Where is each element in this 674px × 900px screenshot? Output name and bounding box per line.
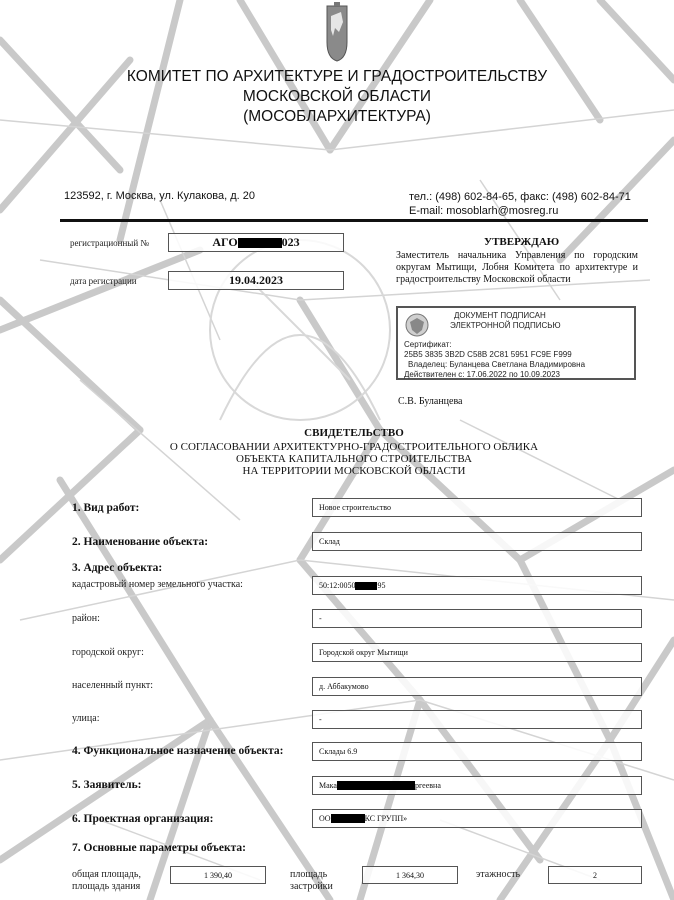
total-area-label-line-1: общая площадь,	[72, 869, 141, 880]
approval-position: Заместитель начальника Управления по городским округам Мытищи, Лобня Комитета по архитектуре и градостроительству Московской области	[396, 250, 638, 285]
params-label: 7. Основные параметры объекта:	[72, 842, 246, 854]
design-org-field	[312, 809, 642, 828]
registration-number-prefix: АГО	[212, 235, 238, 249]
certificate-subtitle-3: НА ТЕРРИТОРИИ МОСКОВСКОЙ ОБЛАСТИ	[242, 465, 466, 477]
built-area-field: 1 364,30	[362, 866, 458, 884]
certificate-subtitle-2: ОБЪЕКТА КАПИТАЛЬНОГО СТРОИТЕЛЬСТВА	[236, 453, 472, 465]
settlement-label: населенный пункт:	[72, 680, 154, 691]
redaction-bar	[331, 814, 365, 823]
district-label: район:	[72, 613, 100, 624]
esig-owner: Владелец: Буланцева Светлана Владимировна	[408, 360, 586, 369]
design-org-prefix: ОО	[319, 814, 331, 823]
redaction-bar	[355, 582, 377, 590]
applicant-field	[312, 776, 642, 795]
purpose-label: 4. Функциональное назначение объекта:	[72, 745, 284, 757]
work-type-label: 1. Вид работ:	[72, 502, 140, 514]
org-line-2: МОСКОВСКОЙ ОБЛАСТИ	[242, 88, 432, 105]
organization-phone: тел.: (498) 602-84-65, факс: (498) 602-84-71	[409, 191, 631, 203]
approval-title: УТВЕРЖДАЮ	[484, 236, 560, 248]
settlement-field: д. Аббакумово	[312, 677, 642, 696]
total-area-label	[72, 869, 141, 893]
redaction-bar	[238, 238, 282, 248]
total-area-label-line-2: площадь здания	[72, 881, 141, 892]
esig-cert-value: 25B5 3835 3B2D C58B 2C81 5951 FC9E F999	[404, 350, 572, 359]
organization-email: E-mail: mosoblarh@mosreg.ru	[409, 205, 559, 217]
org-line-1: КОМИТЕТ ПО АРХИТЕКТУРЕ И ГРАДОСТРОИТЕЛЬСТВУ	[126, 68, 548, 85]
registration-number-suffix: 023	[281, 235, 300, 249]
address-section-label: 3. Адрес объекта:	[72, 562, 163, 574]
esig-cert-label: Сертификат:	[404, 340, 452, 349]
work-type-field: Новое строительство	[312, 498, 642, 517]
purpose-field: Склады 6.9	[312, 742, 642, 761]
registration-number-label: регистрационный №	[70, 238, 150, 248]
organization-address: 123592, г. Москва, ул. Кулакова, д. 20	[64, 190, 256, 202]
applicant-prefix: Мака	[319, 781, 337, 790]
street-label: улица:	[72, 713, 100, 724]
certificate-subtitle-1: О СОГЛАСОВАНИИ АРХИТЕКТУРНО-ГРАДОСТРОИТЕЛЬНОГО ОБЛИКА	[169, 441, 539, 453]
signer-name: С.В. Буланцева	[398, 396, 463, 407]
design-org-suffix: КС ГРУПП»	[364, 814, 408, 823]
organization-title	[0, 67, 674, 127]
esig-line-1: ДОКУМЕНТ ПОДПИСАН	[454, 311, 546, 320]
object-name-label: 2. Наименование объекта:	[72, 536, 209, 548]
eagle-emblem-icon	[404, 312, 430, 338]
registration-number-field	[168, 233, 344, 252]
electronic-signature-stamp	[396, 306, 636, 380]
coat-of-arms-icon	[326, 2, 348, 62]
esig-validity: Действителен с: 17.06.2022 по 10.09.2023	[404, 370, 560, 379]
registration-date-label: дата регистрации	[70, 276, 137, 286]
organization-contacts	[409, 190, 631, 218]
city-district-field: Городской округ Мытищи	[312, 643, 642, 662]
registration-date-field: 19.04.2023	[168, 271, 344, 290]
cadastral-prefix: 50:12:0050	[319, 581, 356, 590]
total-area-field: 1 390,40	[170, 866, 266, 884]
built-area-label	[290, 869, 333, 893]
built-area-label-line-1: площадь	[290, 869, 328, 880]
applicant-label: 5. Заявитель:	[72, 779, 142, 791]
redaction-bar	[337, 781, 415, 790]
built-area-label-line-2: застройки	[290, 881, 333, 892]
cadastral-suffix: 95	[377, 581, 386, 590]
floors-field: 2	[548, 866, 642, 884]
cadastral-label: кадастровый номер земельного участка:	[72, 579, 243, 590]
floors-label: этажность	[476, 869, 521, 880]
applicant-suffix: ргеевна	[414, 781, 441, 790]
street-field: -	[312, 710, 642, 729]
certificate-title: СВИДЕТЕЛЬСТВО	[304, 427, 404, 439]
org-line-3: (МОСОБЛАРХИТЕКТУРА)	[243, 108, 431, 125]
esig-line-2: ЭЛЕКТРОННОЙ ПОДПИСЬЮ	[450, 321, 561, 330]
header-divider	[60, 219, 648, 222]
city-district-label: городской округ:	[72, 647, 144, 658]
district-field: -	[312, 609, 642, 628]
object-name-field: Склад	[312, 532, 642, 551]
cadastral-field	[312, 576, 642, 595]
design-org-label: 6. Проектная организация:	[72, 813, 214, 825]
